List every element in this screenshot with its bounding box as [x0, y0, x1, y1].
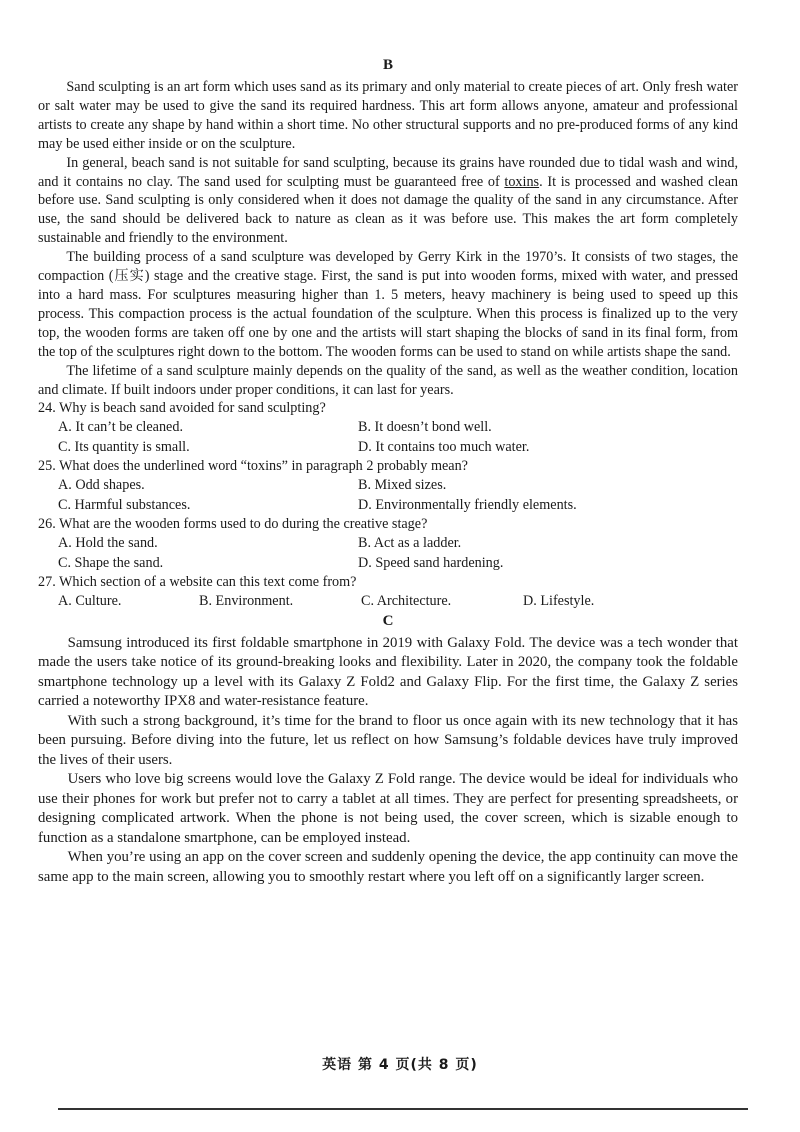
question-27 [38, 573, 738, 612]
option-a: A. Culture. [58, 593, 122, 610]
question-stem: 24. Why is beach sand avoided for sand sculpting? [38, 400, 326, 417]
question-25 [38, 457, 738, 515]
section-b-paragraph-3: The building process of a sand sculpture was developed by Gerry Kirk in the 1970’s. It consists of two stages, the compaction (压实) stage and the creative stage. First, the sand is put into wooden forms, mixed with water, and pressed into a hard mass. For sculptures measuring higher than 1. 5 meters, heavy machinery is being used to speed up this process. This compaction process is the actual foundation of the sculpture. When this process is finalized up to the very top, the wooden forms are taken off one by one and the artists will start shaping the blocks of sand in its final form, from the top of the sculptures right down to the bottom. The wooden forms can be used to stand on while artists shape the sand. [38, 249, 738, 360]
option-d: D. It contains too much water. [358, 438, 530, 455]
section-c-paragraph-4: When you’re using an app on the cover screen and suddenly opening the device, the app continuity can move the same app to the main screen, allowing you to smoothly restart where you left off on a significantly larger screen. [38, 849, 738, 885]
option-d: D. Speed sand hardening. [358, 554, 504, 571]
paragraph-2-text-start: In general, beach sand is not suitable for sand sculpting, because its grains have rounded due to tidal wash and wind, and it contains no clay. The sand used for sculpting must be guaranteed free of [38, 154, 738, 190]
option-a: A. Hold the sand. [58, 535, 158, 552]
option-d: D. Environmentally friendly elements. [358, 496, 577, 513]
option-b: B. It doesn’t bond well. [358, 419, 492, 436]
section-b-paragraph-4: The lifetime of a sand sculpture mainly depends on the quality of the sand, as well as the weather condition, location and climate. If built indoors under proper conditions, it can last for years. [38, 362, 738, 398]
option-c: C. Architecture. [361, 593, 452, 610]
question-stem: 25. What does the underlined word “toxins” in paragraph 2 probably mean? [38, 458, 468, 475]
section-c-paragraph-1: Samsung introduced its first foldable smartphone in 2019 with Galaxy Fold. The device was a tech wonder that made the users take notice of its ground-breaking looks and flexibility. Later in 2020, the company took the foldable smartphone technology up a level with its Galaxy Z Fold2 and Galaxy Flip. For the first time, the Galaxy Z series carried a noteworthy IPX8 and water-resistance feature. [38, 634, 738, 710]
section-c-paragraph-3: Users who love big screens would love the Galaxy Z Fold range. The device would be ideal for individuals who use their phones for work but prefer not to carry a tablet at all times. They are perfect for presenting spreadsheets, or designing complicated artwork. When the phone is not being used, the cover screen, which is sizable enough to function as a standalone smartphone, can be employed instead. [38, 771, 738, 846]
option-d: D. Lifestyle. [523, 593, 595, 610]
answer-options [58, 476, 738, 515]
paragraph-2-text-end: . It is processed and washed clean before use. Sand sculpting is only considered when it does not damage the quality of the sand in any circumstance. After use, the sand should be delivered back to nature as clean as it was before use. This makes the art form completely sustainable and friendly to the environment. [38, 173, 738, 247]
bottom-divider [58, 1108, 748, 1110]
option-b: B. Environment. [199, 593, 294, 610]
option-b: B. Mixed sizes. [358, 477, 447, 494]
option-b: B. Act as a ladder. [358, 535, 462, 552]
option-c: C. Shape the sand. [58, 554, 164, 571]
question-stem: 27. Which section of a website can this text come from? [38, 574, 357, 591]
section-b-paragraph-2 [38, 154, 738, 249]
section-c-paragraph-2: With such a strong background, it’s time for the brand to floor us once again with its new technology that it has been pursuing. Before diving into the future, let us reflect on how Samsung’s foldable devices have truly improved the lives of their users. [38, 712, 738, 768]
answer-options [58, 418, 738, 457]
option-a: A. It can’t be cleaned. [58, 419, 183, 436]
option-a: A. Odd shapes. [58, 477, 145, 494]
option-c: C. Its quantity is small. [58, 438, 190, 455]
section-b-paragraph-1: Sand sculpting is an art form which uses sand as its primary and only material to create pieces of art. Only fresh water or salt water may be used to give the sand its required hardness. This art form allows anyone, amateur and professional artists to create any shape by hand within a short time. No other structural supports and no pre-produced forms of any kind may be used either inside or on the sculpture. [38, 79, 738, 152]
page-footer: 英语 第 4 页(共 8 页) [322, 1057, 478, 1073]
question-stem: 26. What are the wooden forms used to do during the creative stage? [38, 516, 428, 533]
option-c: C. Harmful substances. [58, 496, 191, 513]
question-24 [38, 399, 738, 457]
section-b-title: B [382, 57, 393, 73]
section-c-title: C [382, 612, 394, 629]
answer-options [58, 592, 738, 612]
underlined-word-toxins: toxins [504, 173, 540, 190]
answer-options [58, 534, 738, 573]
question-26 [38, 515, 738, 573]
